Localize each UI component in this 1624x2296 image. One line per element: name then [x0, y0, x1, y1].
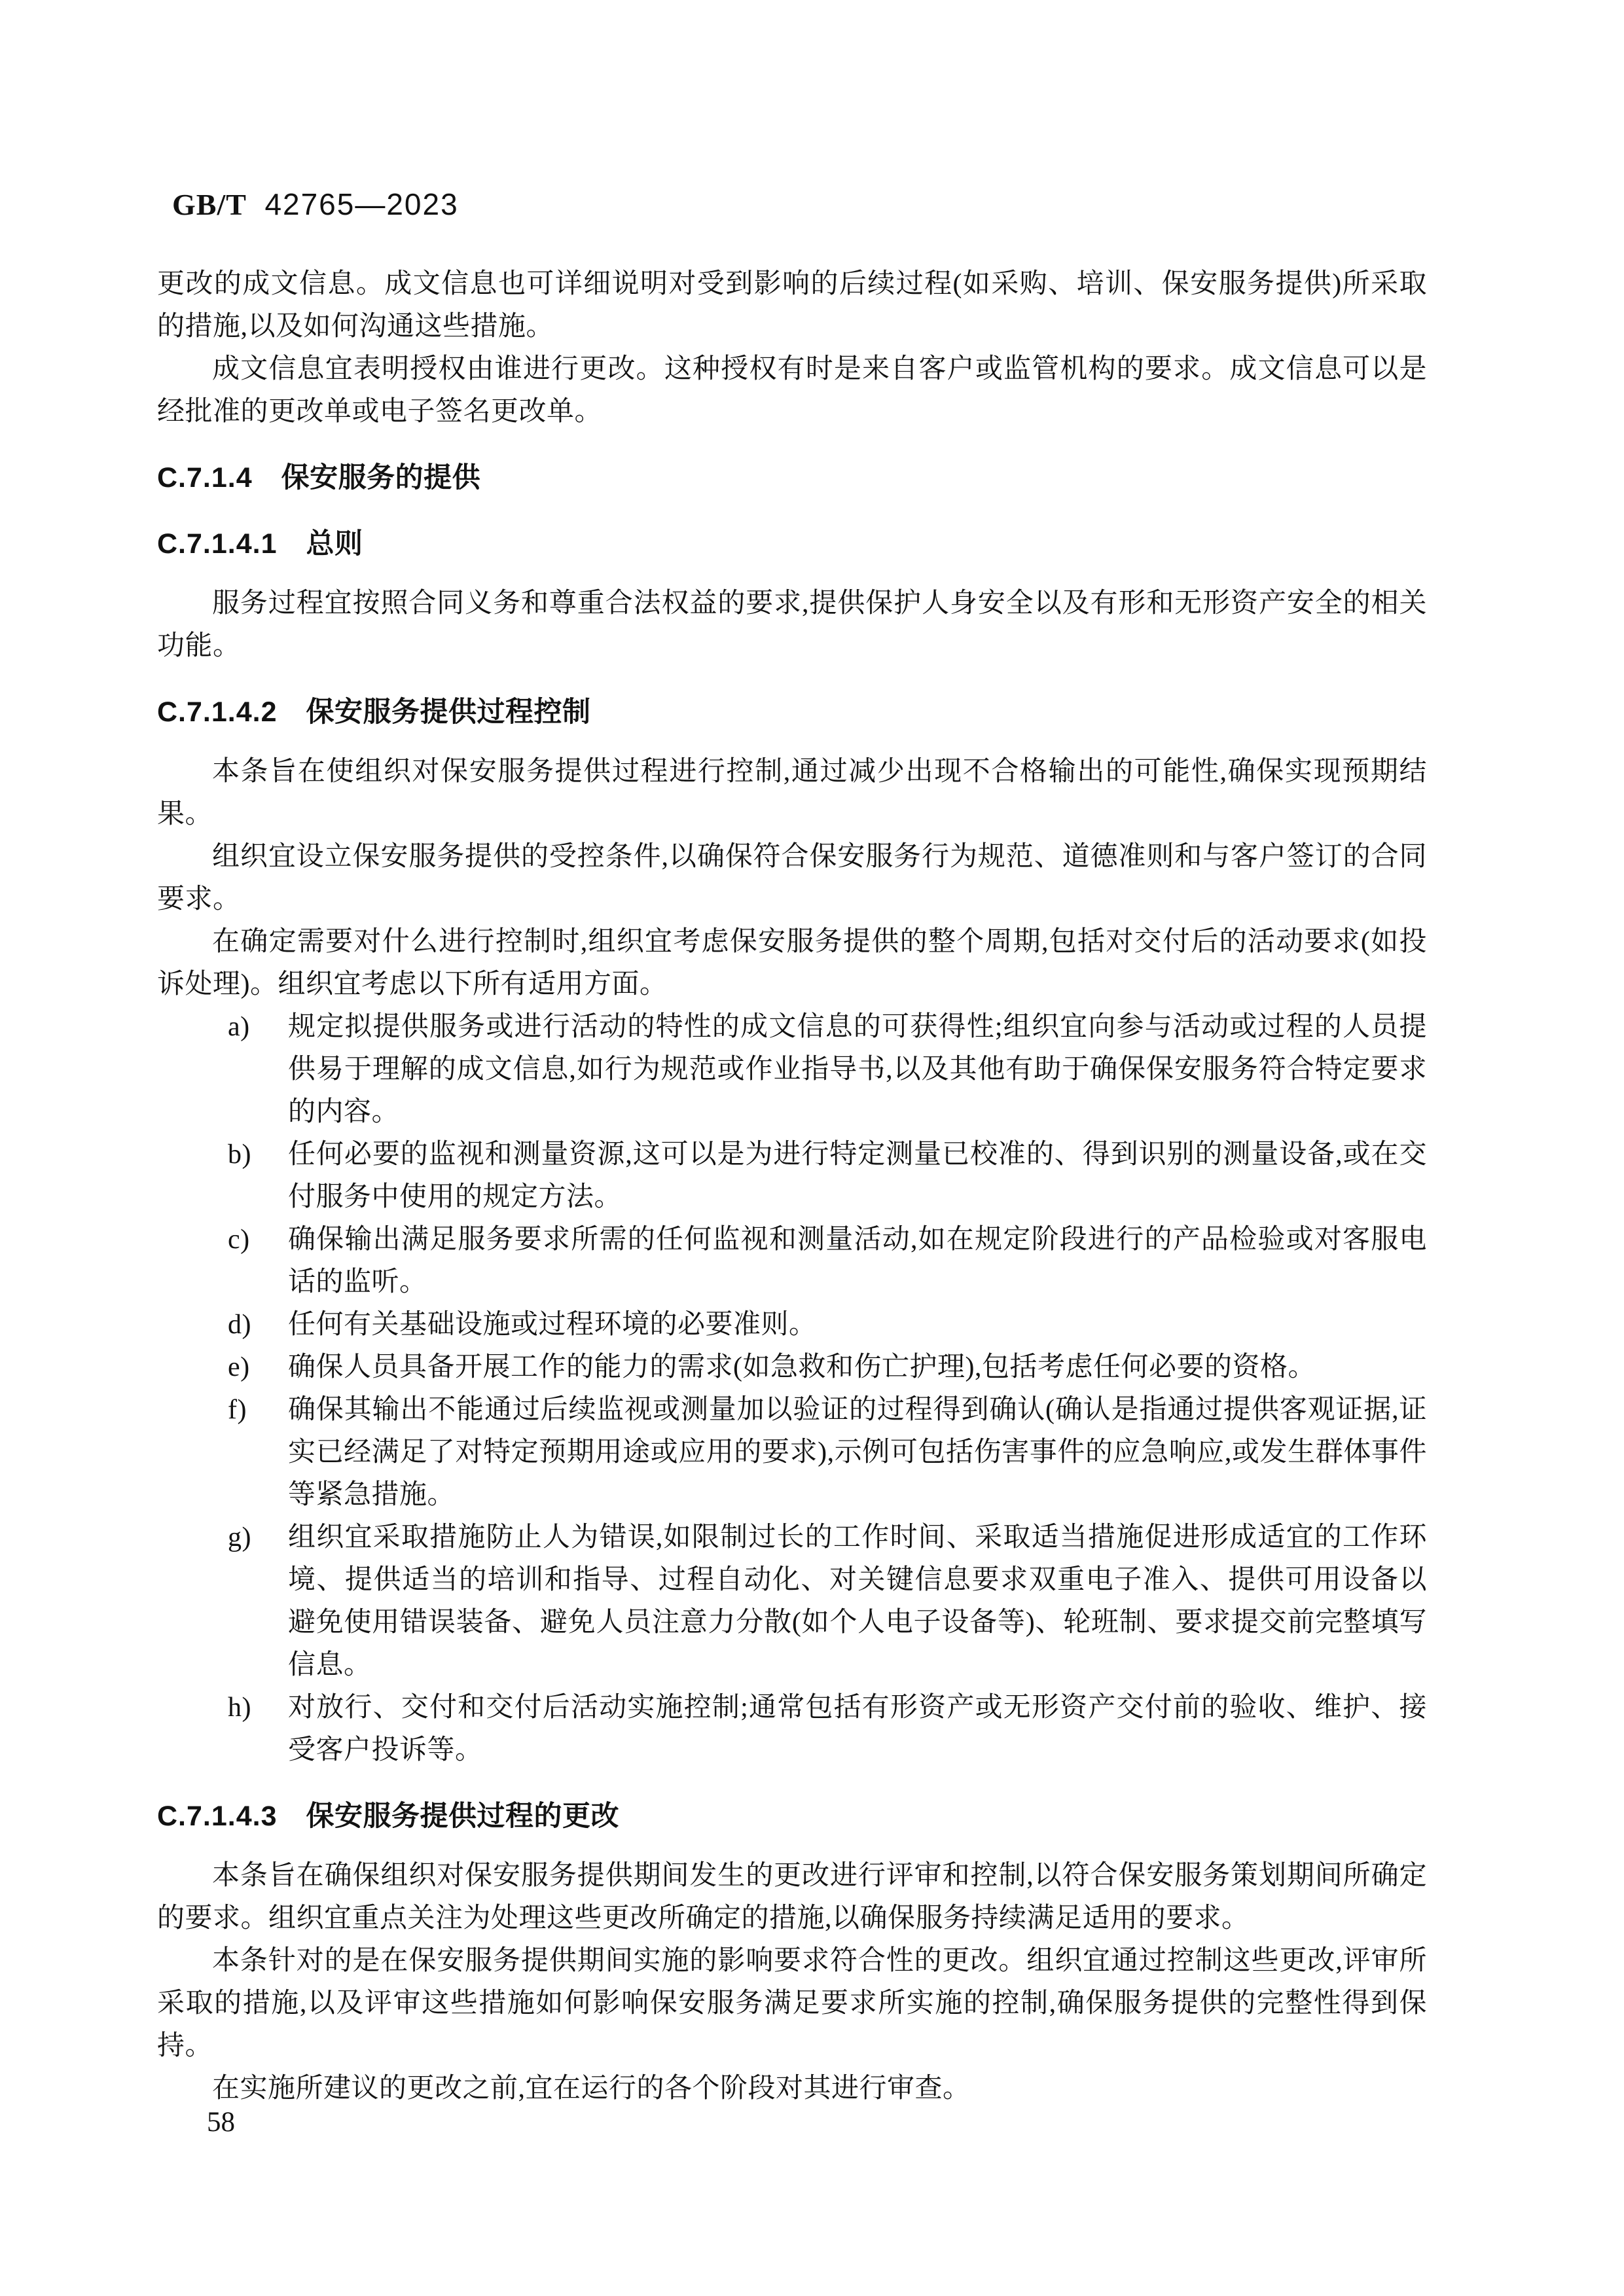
paragraph: 本条旨在使组织对保安服务提供过程进行控制,通过减少出现不合格输出的可能性,确保实现预期结果。 — [157, 757, 1427, 829]
paragraph: 在确定需要对什么进行控制时,组织宜考虑保安服务提供的整个周期,包括对交付后的活动要求(如投诉处理)。组织宜考虑以下所有适用方面。 — [157, 927, 1427, 999]
paragraph: 本条针对的是在保安服务提供期间实施的影响要求符合性的更改。组织宜通过控制这些更改,评审所采取的措施,以及评审这些措施如何影响保安服务满足要求所实施的控制,确保服务提供的完整性得到保持。 — [157, 1946, 1427, 2061]
list-item-f — [157, 1389, 1427, 1516]
list-item-a — [157, 1006, 1427, 1134]
paragraph: 成文信息宜表明授权由谁进行更改。这种授权有时是来自客户或监管机构的要求。成文信息可以是经批准的更改单或电子签名更改单。 — [157, 354, 1427, 427]
section-number: C.7.1.4 — [157, 462, 253, 493]
list-item-text: 任何有关基础设施或过程环境的必要准则。 — [288, 1310, 817, 1340]
list-item-b — [157, 1134, 1427, 1219]
section-number: C.7.1.4.1 — [157, 528, 278, 560]
section-title: 总则 — [306, 528, 363, 560]
list-marker: h) — [228, 1693, 251, 1723]
section-heading-general — [157, 523, 1427, 565]
list-item-e — [157, 1346, 1427, 1389]
list-item-d — [157, 1304, 1427, 1346]
list-marker: b) — [228, 1139, 251, 1170]
list-item-text: 组织宜采取措施防止人为错误,如限制过长的工作时间、采取适当措施促进形成适宜的工作环境、提供适当的培训和指导、过程自动化、对关键信息要求双重电子准入、提供可用设备以避免使用错误装备、避免人员注意力分散(如个人电子设备等)、轮班制、要求提交前完整填写信息。 — [288, 1522, 1427, 1680]
list-item-text: 对放行、交付和交付后活动实施控制;通常包括有形资产或无形资产交付前的验收、维护、接受客户投诉等。 — [288, 1693, 1427, 1765]
standard-number: 42765—2023 — [264, 187, 459, 221]
list-item-c — [157, 1219, 1427, 1304]
list-item-g — [157, 1516, 1427, 1687]
list-marker: f) — [228, 1395, 247, 1425]
list-item-text: 任何必要的监视和测量资源,这可以是为进行特定测量已校准的、得到识别的测量设备,或在交付服务中使用的规定方法。 — [288, 1139, 1427, 1212]
list-item-h — [157, 1687, 1427, 1772]
running-head — [172, 187, 459, 222]
list-item-text: 规定拟提供服务或进行活动的特性的成文信息的可获得性;组织宜向参与活动或过程的人员提供易于理解的成文信息,如行为规范或作业指导书,以及其他有助于确保保安服务符合特定要求的内容。 — [288, 1012, 1427, 1127]
list-marker: e) — [228, 1352, 250, 1382]
section-number: C.7.1.4.2 — [157, 696, 278, 728]
paragraph: 服务过程宜按照合同义务和尊重合法权益的要求,提供保护人身安全以及有形和无形资产安全的相关功能。 — [157, 588, 1427, 661]
section-heading-control — [157, 691, 1427, 734]
paragraph-continuation: 更改的成文信息。成文信息也可详细说明对受到影响的后续过程(如采购、培训、保安服务提供)所采取的措施,以及如何沟通这些措施。 — [157, 269, 1427, 342]
section-title: 保安服务提供过程控制 — [306, 696, 591, 728]
paragraph: 在实施所建议的更改之前,宜在运行的各个阶段对其进行审查。 — [212, 2073, 971, 2104]
paragraph: 本条旨在确保组织对保安服务提供期间发生的更改进行评审和控制,以符合保安服务策划期间所确定的要求。组织宜重点关注为处理这些更改所确定的措施,以确保服务持续满足适用的要求。 — [157, 1861, 1427, 1933]
page-body — [157, 263, 1427, 2110]
list-marker: g) — [228, 1522, 251, 1552]
section-heading-change — [157, 1795, 1427, 1838]
standard-code: GB/T — [172, 188, 247, 221]
list-marker: a) — [228, 1012, 250, 1042]
lettered-list — [157, 1006, 1427, 1772]
paragraph: 组织宜设立保安服务提供的受控条件,以确保符合保安服务行为规范、道德准则和与客户签订的合同要求。 — [157, 842, 1427, 914]
list-marker: c) — [228, 1225, 250, 1255]
list-item-text: 确保其输出不能通过后续监视或测量加以验证的过程得到确认(确认是指通过提供客观证据,证实已经满足了对特定预期用途或应用的要求),示例可包括伤害事件的应急响应,或发生群体事件等紧急措施。 — [288, 1395, 1427, 1510]
section-number: C.7.1.4.3 — [157, 1801, 278, 1832]
page-number: 58 — [207, 2107, 235, 2138]
list-marker: d) — [228, 1310, 251, 1340]
section-heading-provision — [157, 457, 1427, 499]
section-title: 保安服务提供过程的更改 — [306, 1801, 619, 1832]
list-item-text: 确保人员具备开展工作的能力的需求(如急救和伤亡护理),包括考虑任何必要的资格。 — [288, 1352, 1316, 1382]
list-item-text: 确保输出满足服务要求所需的任何监视和测量活动,如在规定阶段进行的产品检验或对客服电话的监听。 — [288, 1225, 1427, 1297]
section-title: 保安服务的提供 — [281, 462, 481, 493]
